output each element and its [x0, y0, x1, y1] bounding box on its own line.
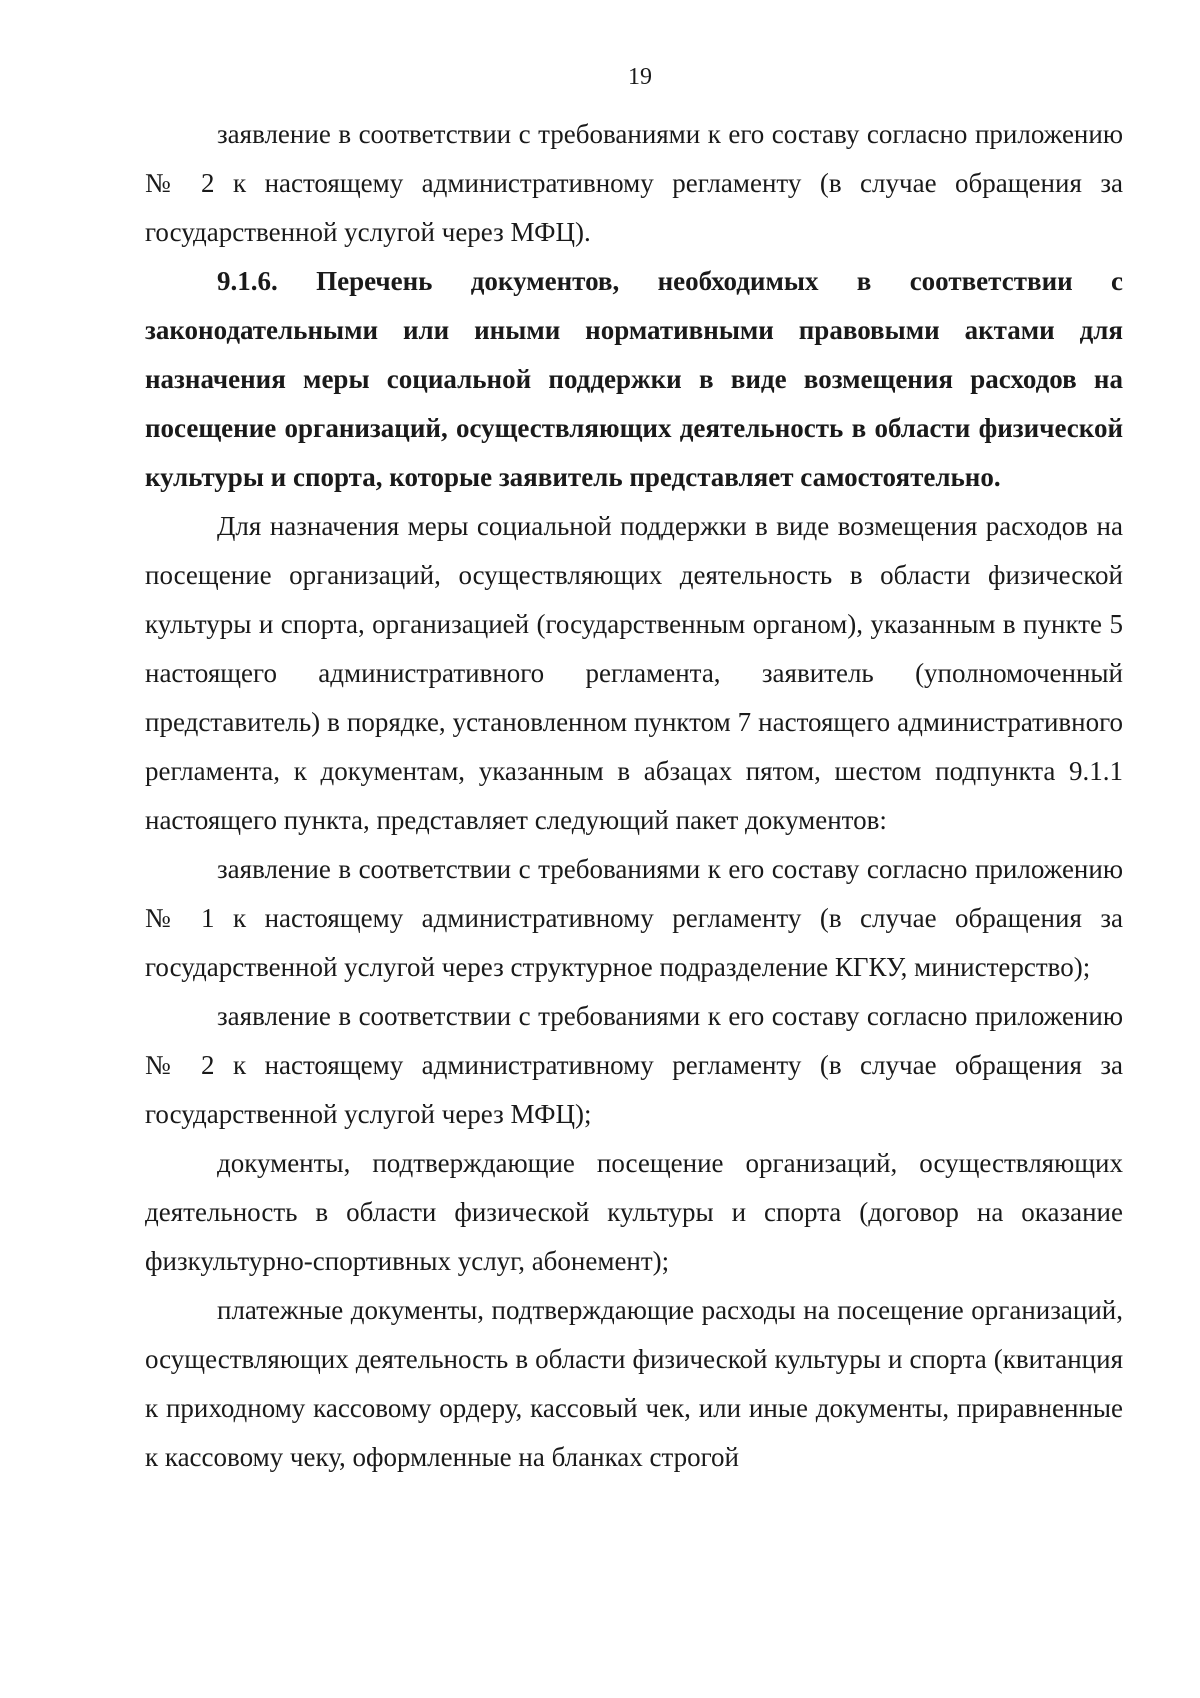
paragraph-documents-package: Для назначения меры социальной поддержки в виде возмещения расходов на посещение организаций, осуществляющих деятельность в области физической культуры и спорта, организацией (государственным органом), указанным в пункте 5 настоящего административного регламента, заявитель (уполномоченный представитель) в порядке, установленном пунктом 7 настоящего административного регламента, к документам, указанным в абзацах пятом, шестом подпункта 9.1.1 настоящего пункта, представляет следующий пакет документов:	[145, 511, 1123, 835]
page-number: 19	[628, 64, 652, 90]
paragraph-payment-documents: платежные документы, подтверждающие расходы на посещение организаций, осуществляющих деятельность в области физической культуры и спорта (квитанция к приходному кассовому ордеру, кассовый чек, или иные документы, приравненные к кассовому чеку, оформленные на бланках строгой	[145, 1295, 1123, 1472]
section-number: 9.1.6.	[217, 266, 317, 296]
section-heading-text: Перечень документов, необходимых в соответствии с законодательными или иными нормативными правовыми актами для назначения меры социальной поддержки в виде возмещения расходов на посещение организаций, осуществляющих деятельность в области физической культуры и спорта, которые заявитель представляет самостоятельно.	[145, 266, 1123, 492]
document-body	[145, 110, 1123, 1482]
section-heading-9-1-6	[145, 257, 1123, 502]
paragraph-attendance-documents: документы, подтверждающие посещение организаций, осуществляющих деятельность в области физической культуры и спорта (договор на оказание физкультурно-спортивных услуг, абонемент);	[145, 1148, 1123, 1276]
paragraph-application-annex-1: заявление в соответствии с требованиями к его составу согласно приложению № 1 к настоящему административному регламенту (в случае обращения за государственной услугой через структурное подразделение КГКУ, министерство);	[145, 854, 1123, 982]
paragraph-application-annex-2: заявление в соответствии с требованиями к его составу согласно приложению № 2 к настоящему административному регламенту (в случае обращения за государственной услугой через МФЦ);	[145, 1001, 1123, 1129]
paragraph-application-mfc-continued: заявление в соответствии с требованиями к его составу согласно приложению № 2 к настоящему административному регламенту (в случае обращения за государственной услугой через МФЦ).	[145, 119, 1123, 247]
